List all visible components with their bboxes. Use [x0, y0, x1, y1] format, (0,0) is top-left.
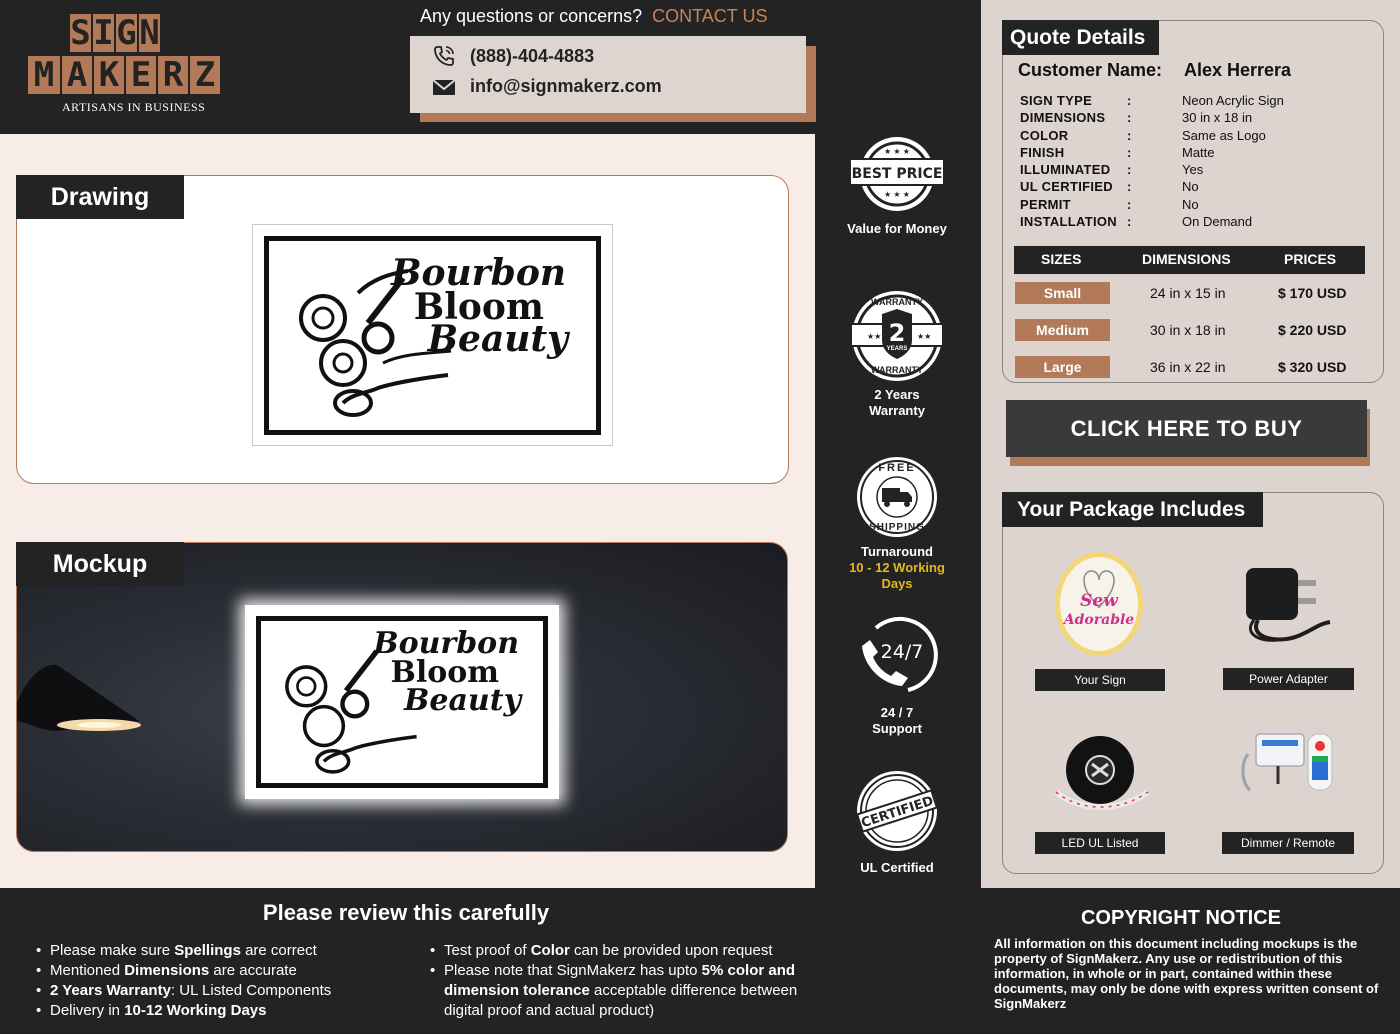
size-price: $ 170 USD: [1278, 285, 1347, 301]
contact-prompt: [420, 6, 767, 27]
review-list-left: [36, 941, 416, 1021]
logo-letter: Z: [190, 56, 220, 94]
support-24-7-icon: [856, 614, 940, 696]
seal-top: WARRANTY: [871, 297, 923, 307]
size-price: $ 320 USD: [1278, 359, 1347, 375]
logo-letter: E: [126, 56, 156, 94]
review-text: can be provided upon request: [569, 942, 773, 959]
badge-label: [836, 387, 958, 419]
seal-sub: YEARS: [886, 346, 908, 352]
badge-label-highlight: Days: [881, 576, 913, 591]
sign-preview-icon: [1054, 550, 1144, 658]
size-option[interactable]: Medium: [1015, 319, 1110, 341]
best-price-icon: [848, 134, 946, 214]
spec-row: [1020, 128, 1370, 145]
seal-text: 24/7: [880, 641, 924, 663]
size-option[interactable]: Small: [1015, 282, 1110, 304]
review-text: are accurate: [209, 962, 297, 979]
mockup-card[interactable]: [16, 542, 788, 852]
free-shipping-icon: [856, 456, 938, 538]
review-emphasis: 5% color and dimension tolerance: [444, 962, 796, 999]
copyright-text: All information on this document including mockups is the property of SignMakerz. Any use or redistribution of this information, in whole or in part, contained within these documents, may only be done with express written consent of SignMakerz: [994, 936, 1379, 1011]
customer-label: Customer Name:: [1018, 60, 1163, 80]
logo-letter: G: [116, 13, 137, 53]
price-table-header: [1014, 246, 1365, 274]
spec-value: Neon Acrylic Sign: [1182, 93, 1284, 108]
contact-us-link[interactable]: CONTACT US: [652, 6, 768, 26]
header-sizes: SIZES: [1041, 251, 1082, 267]
review-text: Please note that SignMakerz has upto: [444, 962, 702, 979]
support-badge: [856, 614, 940, 696]
size-dimensions: 36 in x 22 in: [1150, 359, 1226, 375]
review-emphasis: Spellings: [174, 942, 241, 959]
review-text: Mentioned: [50, 962, 125, 979]
spec-value: Yes: [1182, 162, 1204, 178]
package-item-led: [1050, 730, 1150, 814]
spec-list: [1020, 93, 1370, 231]
phone-row[interactable]: [432, 44, 806, 68]
mockup-sign-border: [256, 616, 548, 788]
review-item: [36, 981, 416, 1001]
spec-value: Same as Logo: [1182, 127, 1266, 143]
review-emphasis: 2 Years Warranty: [50, 982, 171, 999]
spec-separator: :: [1127, 179, 1132, 195]
spec-separator: :: [1127, 110, 1132, 126]
size-dimensions: 30 in x 18 in: [1150, 322, 1226, 338]
header-dimensions: DIMENSIONS: [1142, 251, 1231, 267]
review-item: [36, 961, 416, 981]
badge-label: [836, 705, 958, 737]
preview-line: Sew: [1080, 591, 1118, 611]
logo[interactable]: [28, 14, 228, 124]
certified-badge: [856, 770, 938, 852]
badge-label-line: 24 / 7: [880, 705, 914, 720]
preview-line: Adorable: [1063, 612, 1135, 628]
wall-lamp-icon: [17, 643, 157, 753]
led-strip-icon: [1050, 730, 1150, 814]
svg-text:★★: ★★: [917, 332, 932, 341]
certified-icon: [856, 770, 938, 852]
spec-value: No: [1182, 179, 1199, 195]
package-title: Your Package Includes: [1002, 492, 1263, 527]
warranty-icon: [849, 288, 945, 384]
review-text: acceptable difference between digital proof and actual product): [444, 982, 798, 1019]
review-emphasis: Dimensions: [124, 962, 210, 979]
spec-key: ILLUMINATED: [1020, 162, 1111, 178]
spec-separator: :: [1127, 162, 1132, 178]
power-adapter-icon: [1238, 558, 1338, 648]
review-emphasis: 10-12 Working Days: [124, 1002, 267, 1019]
review-text: Delivery in: [50, 1002, 125, 1019]
spec-separator: :: [1127, 214, 1132, 230]
spec-key: SIGN TYPE: [1020, 93, 1093, 108]
warranty-badge: [849, 288, 945, 384]
email-row[interactable]: [432, 76, 806, 97]
spec-row: [1020, 110, 1370, 127]
seal-bottom: SHIPPING: [869, 522, 925, 533]
review-text: : UL Listed Components: [170, 982, 332, 999]
sign-line: Beauty: [427, 318, 568, 360]
seal-top: FREE: [878, 462, 916, 474]
sign-line: Beauty: [404, 683, 521, 718]
seal-number: 2: [888, 319, 906, 347]
spec-key: FINISH: [1020, 144, 1065, 160]
spec-key: COLOR: [1020, 127, 1069, 143]
badge-label-line: 2 Years: [874, 387, 920, 402]
logo-letter: R: [158, 56, 188, 94]
seal-text: BEST PRICE: [851, 166, 943, 182]
spec-separator: :: [1127, 93, 1132, 108]
badge-label: UL Certified: [860, 860, 934, 875]
sign-line: Bloom: [413, 286, 544, 328]
logo-letter: I: [93, 13, 114, 53]
spec-row: [1020, 179, 1370, 196]
customer-name: Alex Herrera: [1184, 60, 1292, 80]
spec-value: Matte: [1182, 144, 1215, 160]
drawing-artwork[interactable]: [252, 224, 613, 446]
badge-label-highlight: 10 - 12 Working: [849, 560, 945, 575]
package-item-label: LED UL Listed: [1035, 832, 1165, 854]
email-address: info@signmakerz.com: [470, 76, 662, 96]
logo-line-2: [28, 56, 228, 94]
spec-row: [1020, 93, 1370, 110]
spec-value: 30 in x 18 in: [1182, 110, 1253, 126]
best-price-badge: [848, 134, 946, 214]
badge-label: [836, 544, 958, 592]
buy-button[interactable]: CLICK HERE TO BUY: [1006, 400, 1367, 457]
sign-line: Bourbon: [373, 626, 519, 661]
spec-row: [1020, 162, 1370, 179]
package-item-label: Dimmer / Remote: [1222, 832, 1354, 854]
badge-label-line: Support: [872, 721, 922, 736]
spec-key: UL CERTIFIED: [1020, 179, 1113, 195]
badge-label-line: Warranty: [869, 403, 925, 418]
sign-border: [264, 236, 601, 435]
mockup-title: Mockup: [16, 542, 184, 586]
logo-letter: S: [70, 13, 91, 53]
review-text: Test proof of: [444, 942, 531, 959]
review-item: [36, 1001, 416, 1021]
package-item-sign: [1054, 550, 1144, 658]
quote-title: Quote Details: [1002, 20, 1159, 55]
package-item-adapter: [1238, 558, 1338, 648]
seal-text: CERTIFIED: [859, 793, 936, 832]
badge-label: Value for Money: [847, 221, 947, 236]
spec-value: On Demand: [1182, 214, 1253, 230]
drawing-title: Drawing: [16, 175, 184, 219]
review-item: [36, 941, 416, 961]
badge-label-line: Turnaround: [861, 544, 933, 559]
spec-separator: :: [1127, 144, 1132, 160]
size-dimensions: 24 in x 15 in: [1150, 285, 1226, 301]
logo-tagline: ARTISANS IN BUSINESS: [62, 100, 206, 114]
spec-value: No: [1182, 196, 1199, 212]
spec-separator: :: [1127, 127, 1132, 143]
svg-text:★★: ★★: [867, 332, 882, 341]
review-text: are correct: [240, 942, 317, 959]
spec-key: INSTALLATION: [1020, 214, 1117, 230]
mockup-sign: [245, 605, 559, 799]
spec-separator: :: [1127, 196, 1132, 212]
package-item-label: Power Adapter: [1223, 668, 1354, 690]
shipping-badge: [856, 456, 938, 538]
review-item: [430, 941, 810, 961]
review-title: Please review this carefully: [262, 900, 550, 925]
size-price: $ 220 USD: [1278, 322, 1347, 338]
logo-letter: K: [94, 56, 124, 94]
contact-question: Any questions or concerns?: [420, 6, 643, 26]
sign-line: Bourbon: [391, 252, 566, 294]
review-text: Please make sure: [50, 942, 175, 959]
spec-row: [1020, 214, 1370, 231]
logo-letter: N: [139, 13, 160, 53]
svg-text:★ ★ ★: ★ ★ ★: [884, 190, 910, 199]
spec-row: [1020, 145, 1370, 162]
sign-line: Bloom: [390, 655, 499, 690]
contact-box: [410, 36, 806, 113]
phone-icon: [432, 44, 456, 68]
spec-key: DIMENSIONS: [1020, 110, 1106, 126]
review-item: [430, 961, 810, 1021]
mail-icon: [432, 77, 456, 97]
size-option[interactable]: Large: [1015, 356, 1110, 378]
phone-number: (888)-404-4883: [470, 45, 595, 66]
logo-letter: M: [28, 56, 60, 94]
copyright-title: COPYRIGHT NOTICE: [1080, 907, 1281, 929]
package-item-label: Your Sign: [1035, 669, 1165, 691]
header-prices: PRICES: [1284, 251, 1337, 267]
logo-line-1: [70, 14, 228, 52]
review-emphasis: Color: [530, 942, 570, 959]
spec-row: [1020, 197, 1370, 214]
spec-key: PERMIT: [1020, 196, 1071, 212]
logo-letter: A: [62, 56, 92, 94]
dimmer-remote-icon: [1238, 724, 1342, 812]
seal-bottom: WARRANTY: [871, 365, 923, 375]
review-list-right: [430, 941, 810, 1021]
svg-text:★ ★ ★: ★ ★ ★: [884, 147, 910, 156]
package-item-dimmer: [1238, 724, 1342, 812]
